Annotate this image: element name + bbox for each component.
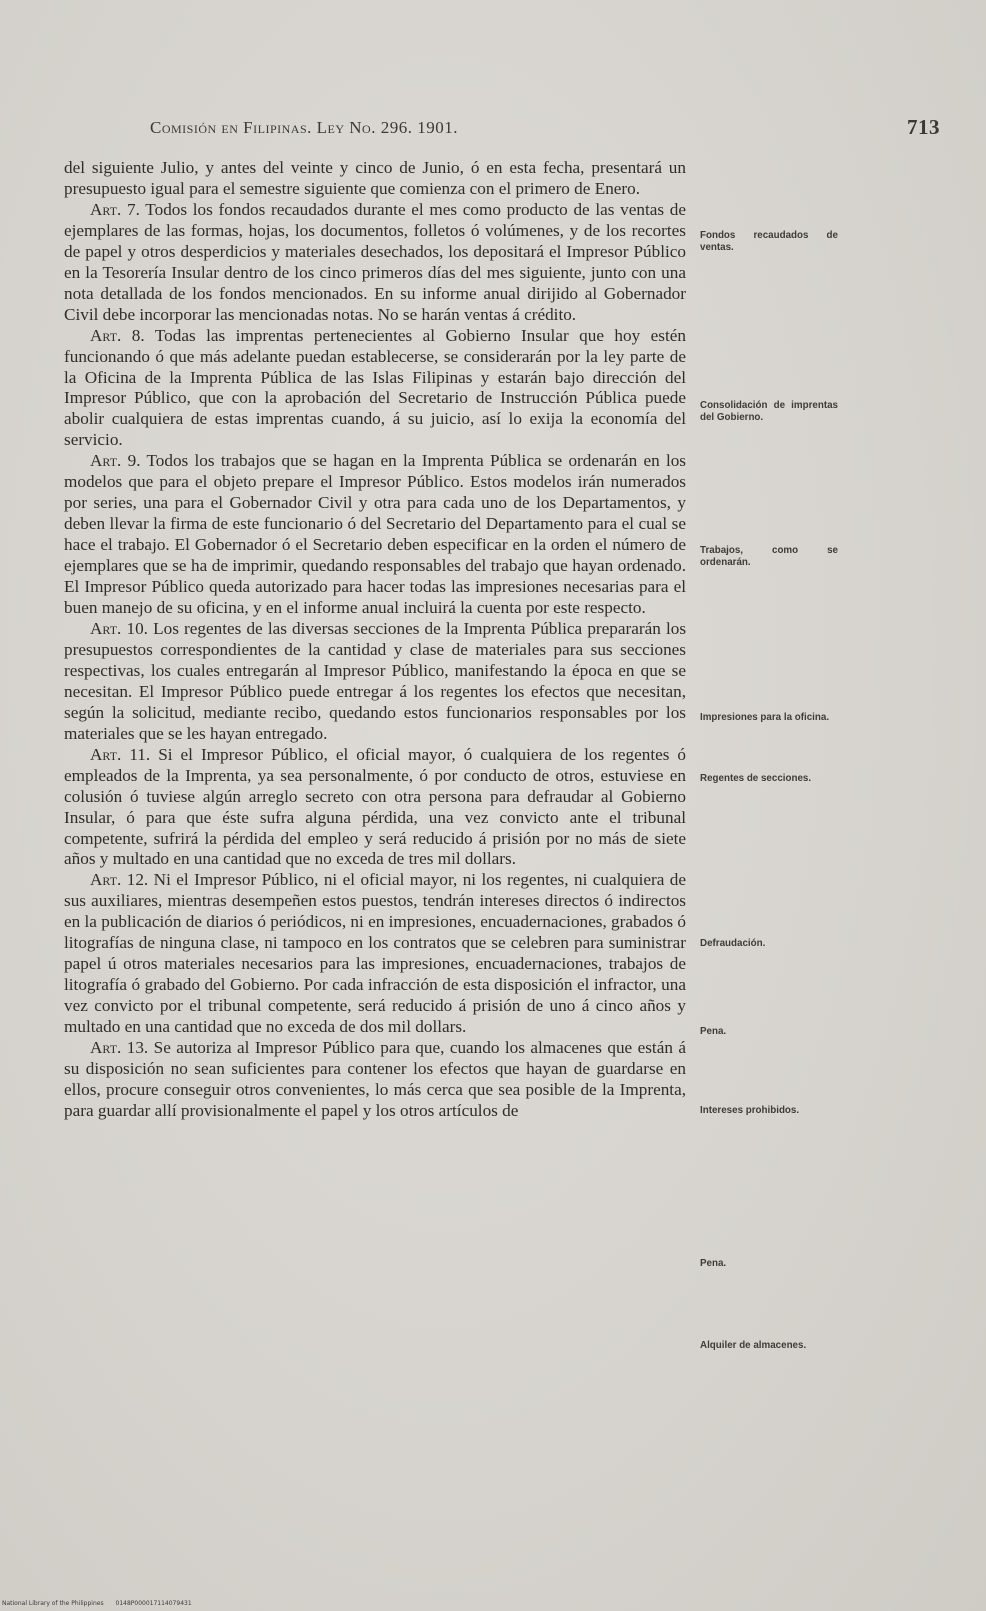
paragraph-text: Se autoriza al Impresor Público para que, cuando los almacenes que están á su disposición no sean suficientes para contener los efectos que hayan de guardarse en ellos, procure conseguir otros convenientes, lo más cerca que sea posible de la Imprenta, para guardar allí provisionalmente el papel y los otros artículos de: [64, 1038, 686, 1120]
article-8: [64, 326, 686, 452]
paragraph-text: Todas las imprentas pertenecientes al Gobierno Insular que hoy estén funcionando ó que más adelante puedan establecerse, se considerarán por la ley parte de la Oficina de la Imprenta Pública de las Islas Filipinas y estarán bajo dirección del Impresor Público, que con la aprobación del Secretario de Instrucción Pública puede abolir cualquiera de estas imprentas cuando, á su juicio, así lo exija la economía del servicio.: [64, 325, 686, 450]
paragraph-continuation: [64, 158, 686, 200]
paragraph-text: Todos los trabajos que se hagan en la Imprenta Pública se ordenarán en los modelos que para el objeto prepare el Impresor Público. Estos modelos irán numerados por series, una para el Gobernador Civil y otra para cada uno de los Departamentos, y deben llevar la firma de este funcionario ó del Secretario del Departamento para el cual se hace el trabajo. El Gobernador ó el Secretario deben especificar en la orden el número de ejemplares que se ha de imprimir, quedando responsables del trabajo que hayan ordenado. El Impresor Público queda autorizado para hacer todas las impresiones necesarias para el buen manejo de su oficina, y en el informe anual incluirá la cuenta por este respecto.: [64, 451, 686, 618]
article-label: Art. 11.: [90, 744, 151, 764]
article-13: [64, 1038, 686, 1122]
margin-note-fondos: Fondos recaudados de ventas.: [700, 230, 838, 253]
article-9: [64, 451, 686, 619]
margin-note-pena-1: Pena.: [700, 1026, 727, 1037]
paragraph-text: Ni el Impresor Público, ni el oficial mayor, ni los regentes, ni cualquiera de sus auxiliares, mientras desempeñen estos puestos, tendrán intereses directos ó indirectos en la publicación de diarios ó periódicos, ni en impresiones, encuadernaciones, grabados ó litografías de ninguna clase, ni tampoco en los contratos que se celebren para suministrar papel ú otros materiales necesarios para las impresiones, encuadernaciones, trabajos de litografía ó grabado del Gobierno. Por cada infracción de esta disposición el infractor, una vez convicto por el tribunal competente, será reducido á prisión de uno á cinco años y multado en una cantidad que no exceda de dos mil dollars.: [64, 870, 686, 1037]
article-label: Art. 8.: [90, 325, 145, 345]
margin-note-intereses: Intereses prohibidos.: [700, 1105, 800, 1116]
page-number: 713: [907, 115, 940, 139]
article-label: Art. 12.: [90, 870, 149, 890]
margin-note-impresiones: Impresiones para la oficina.: [700, 712, 830, 723]
margin-note-trabajos: Trabajos, como se ordenarán.: [700, 545, 838, 568]
article-7: [64, 200, 686, 326]
running-title: Comisión en Filipinas. Ley No. 296. 1901.: [150, 118, 458, 137]
paragraph-text: Los regentes de las diversas secciones de la Imprenta Pública prepararán los presupuestos correspondientes de la cantidad y clase de materiales para sus secciones respectivas, los cuales entregarán al Impresor Público, manifestando la época en que se necesitan. El Impresor Público puede entregar á los regentes los efectos que necesitan, según la solicitud, mediante recibo, quedando estos funcionarios responsables por los materiales que se les hayan entregado.: [64, 618, 687, 743]
margin-note-consolidacion: Consolidación de imprentas del Gobierno.: [700, 400, 838, 423]
article-label: Art. 9.: [90, 451, 141, 471]
paragraph-text: del siguiente Julio, y antes del veinte y cinco de Junio, ó en esta fecha, presentará un presupuesto igual para el semestre siguiente que comienza con el primero de Enero.: [64, 158, 686, 198]
article-11: [64, 745, 686, 871]
article-12: [64, 870, 686, 1038]
paragraph-text: Todos los fondos recaudados durante el mes como producto de las ventas de ejemplares de las formas, hojas, los documentos, folletos ó volúmenes, y de los recortes de papel y otros desperdicios y materiales desechados, los depositará el Impresor Público en la Tesorería Insular dentro de los cinco primeros días del mes siguiente, junto con una nota detallada de los fondos mencionados. En su informe anual dirijido al Gobernador Civil debe incorporar las mencionadas notas. No se harán ventas á crédito.: [64, 199, 686, 324]
body-text: [64, 158, 686, 1122]
article-label: Art. 13.: [90, 1038, 149, 1058]
margin-note-pena-2: Pena.: [700, 1258, 727, 1269]
margin-note-regentes: Regentes de secciones.: [700, 773, 812, 784]
page-header: [150, 115, 940, 142]
article-10: [64, 619, 686, 745]
footer: [2, 1600, 192, 1607]
footer-source: National Library of the Philippines: [2, 1600, 104, 1607]
margin-note-defraudacion: Defraudación.: [700, 938, 766, 949]
article-label: Art. 10.: [90, 618, 148, 638]
margin-note-alquiler: Alquiler de almacenes.: [700, 1340, 807, 1351]
article-label: Art. 7.: [90, 199, 140, 219]
footer-identifier: 0148P000017114079431: [115, 1600, 192, 1607]
paragraph-text: Si el Impresor Público, el oficial mayor, ó cualquiera de los regentes ó empleados de la Imprenta, ya sea personalmente, ó por conducto de otros, estuviese en colusión ó tuviese algún arreglo secreto con otra persona para defraudar al Gobierno Insular, ó para que éste sufra alguna pérdida, una vez convicto ante el tribunal competente, sufrirá la pérdida del empleo y será reducido á prisión por no más de siete años y multado en una cantidad que no exceda de tres mil dollars.: [64, 744, 687, 869]
